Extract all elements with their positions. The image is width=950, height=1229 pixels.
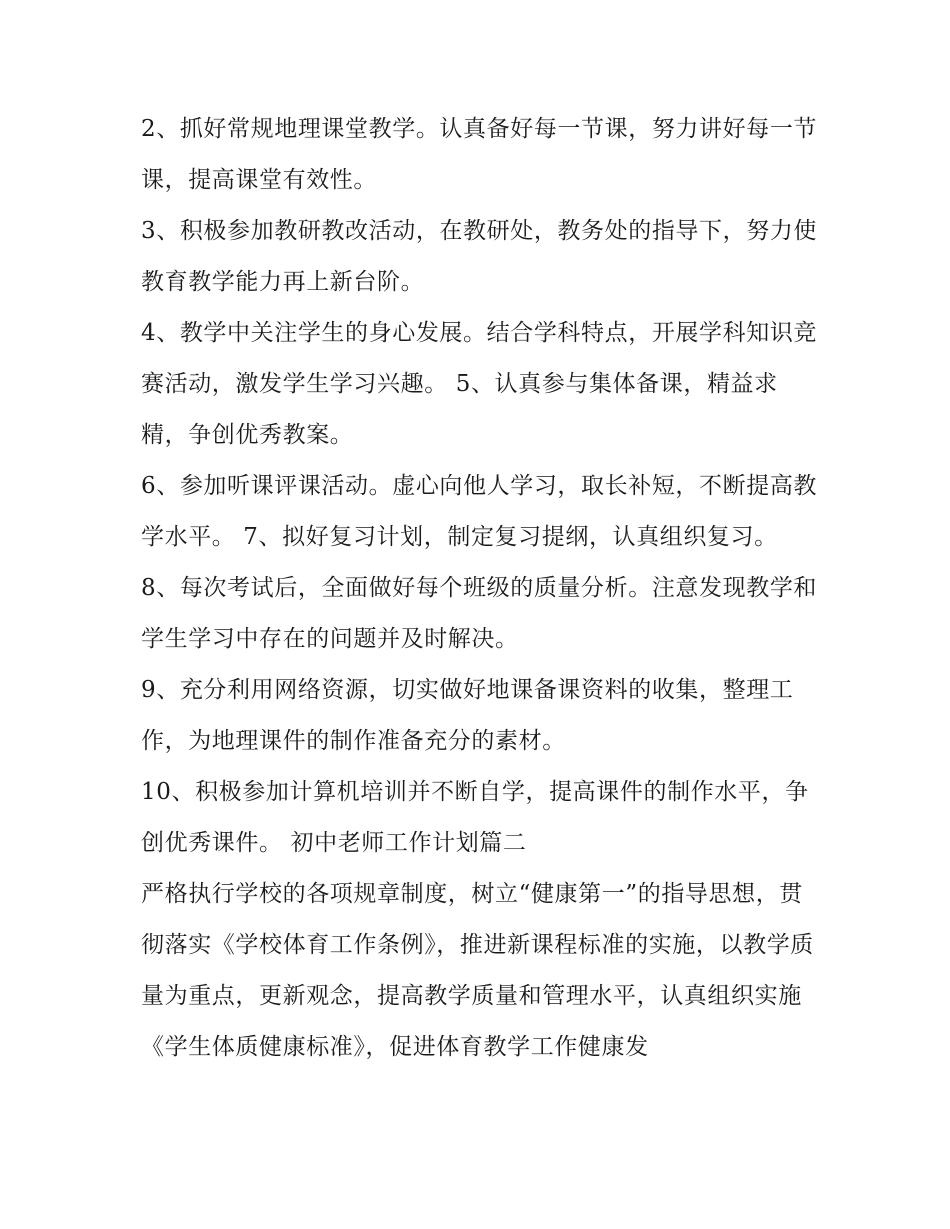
paragraph-items-6-7: 6、参加听课评课活动。虚心向他人学习，取长补短，不断提高教学水平。 7、拟好复习计划，制定复习提纲，认真组织复习。 [141,473,818,550]
paragraph-item-8: 8、每次考试后，全面做好每个班级的质量分析。注意发现教学和学生学习中存在的问题并及时解决。 [141,575,818,652]
paragraph-items-4-5: 4、教学中关注学生的身心发展。结合学科特点，开展学科知识竞赛活动，激发学生学习兴趣。 5、认真参与集体备课，精益求精，争创优秀教案。 [141,320,818,448]
paragraph-item-10: 10、积极参加计算机培训并不断自学，提高课件的制作水平，争创优秀课件。 初中老师工作计划篇二 [141,779,809,856]
paragraph-item-3: 3、积极参加教研教改活动，在教研处，教务处的指导下，努力使教育教学能力再上新台阶。 [141,218,818,295]
paragraph-plan-two-intro: 严格执行学校的各项规章制度，树立“健康第一”的指导思想，贯彻落实《学校体育工作条例》，推进新课程标准的实施，以教学质量为重点，更新观念，提高教学质量和管理水平，认真组织实施《学生体质健康标准》，促进体育教学工作健康发 [141,881,814,1060]
paragraph-item-9: 9、充分利用网络资源，切实做好地课备课资料的收集，整理工作，为地理课件的制作准备充分的素材。 [141,677,794,754]
document-body [141,104,821,1073]
paragraph-item-2: 2、抓好常规地理课堂教学。认真备好每一节课，努力讲好每一节课，提高课堂有效性。 [141,116,818,193]
